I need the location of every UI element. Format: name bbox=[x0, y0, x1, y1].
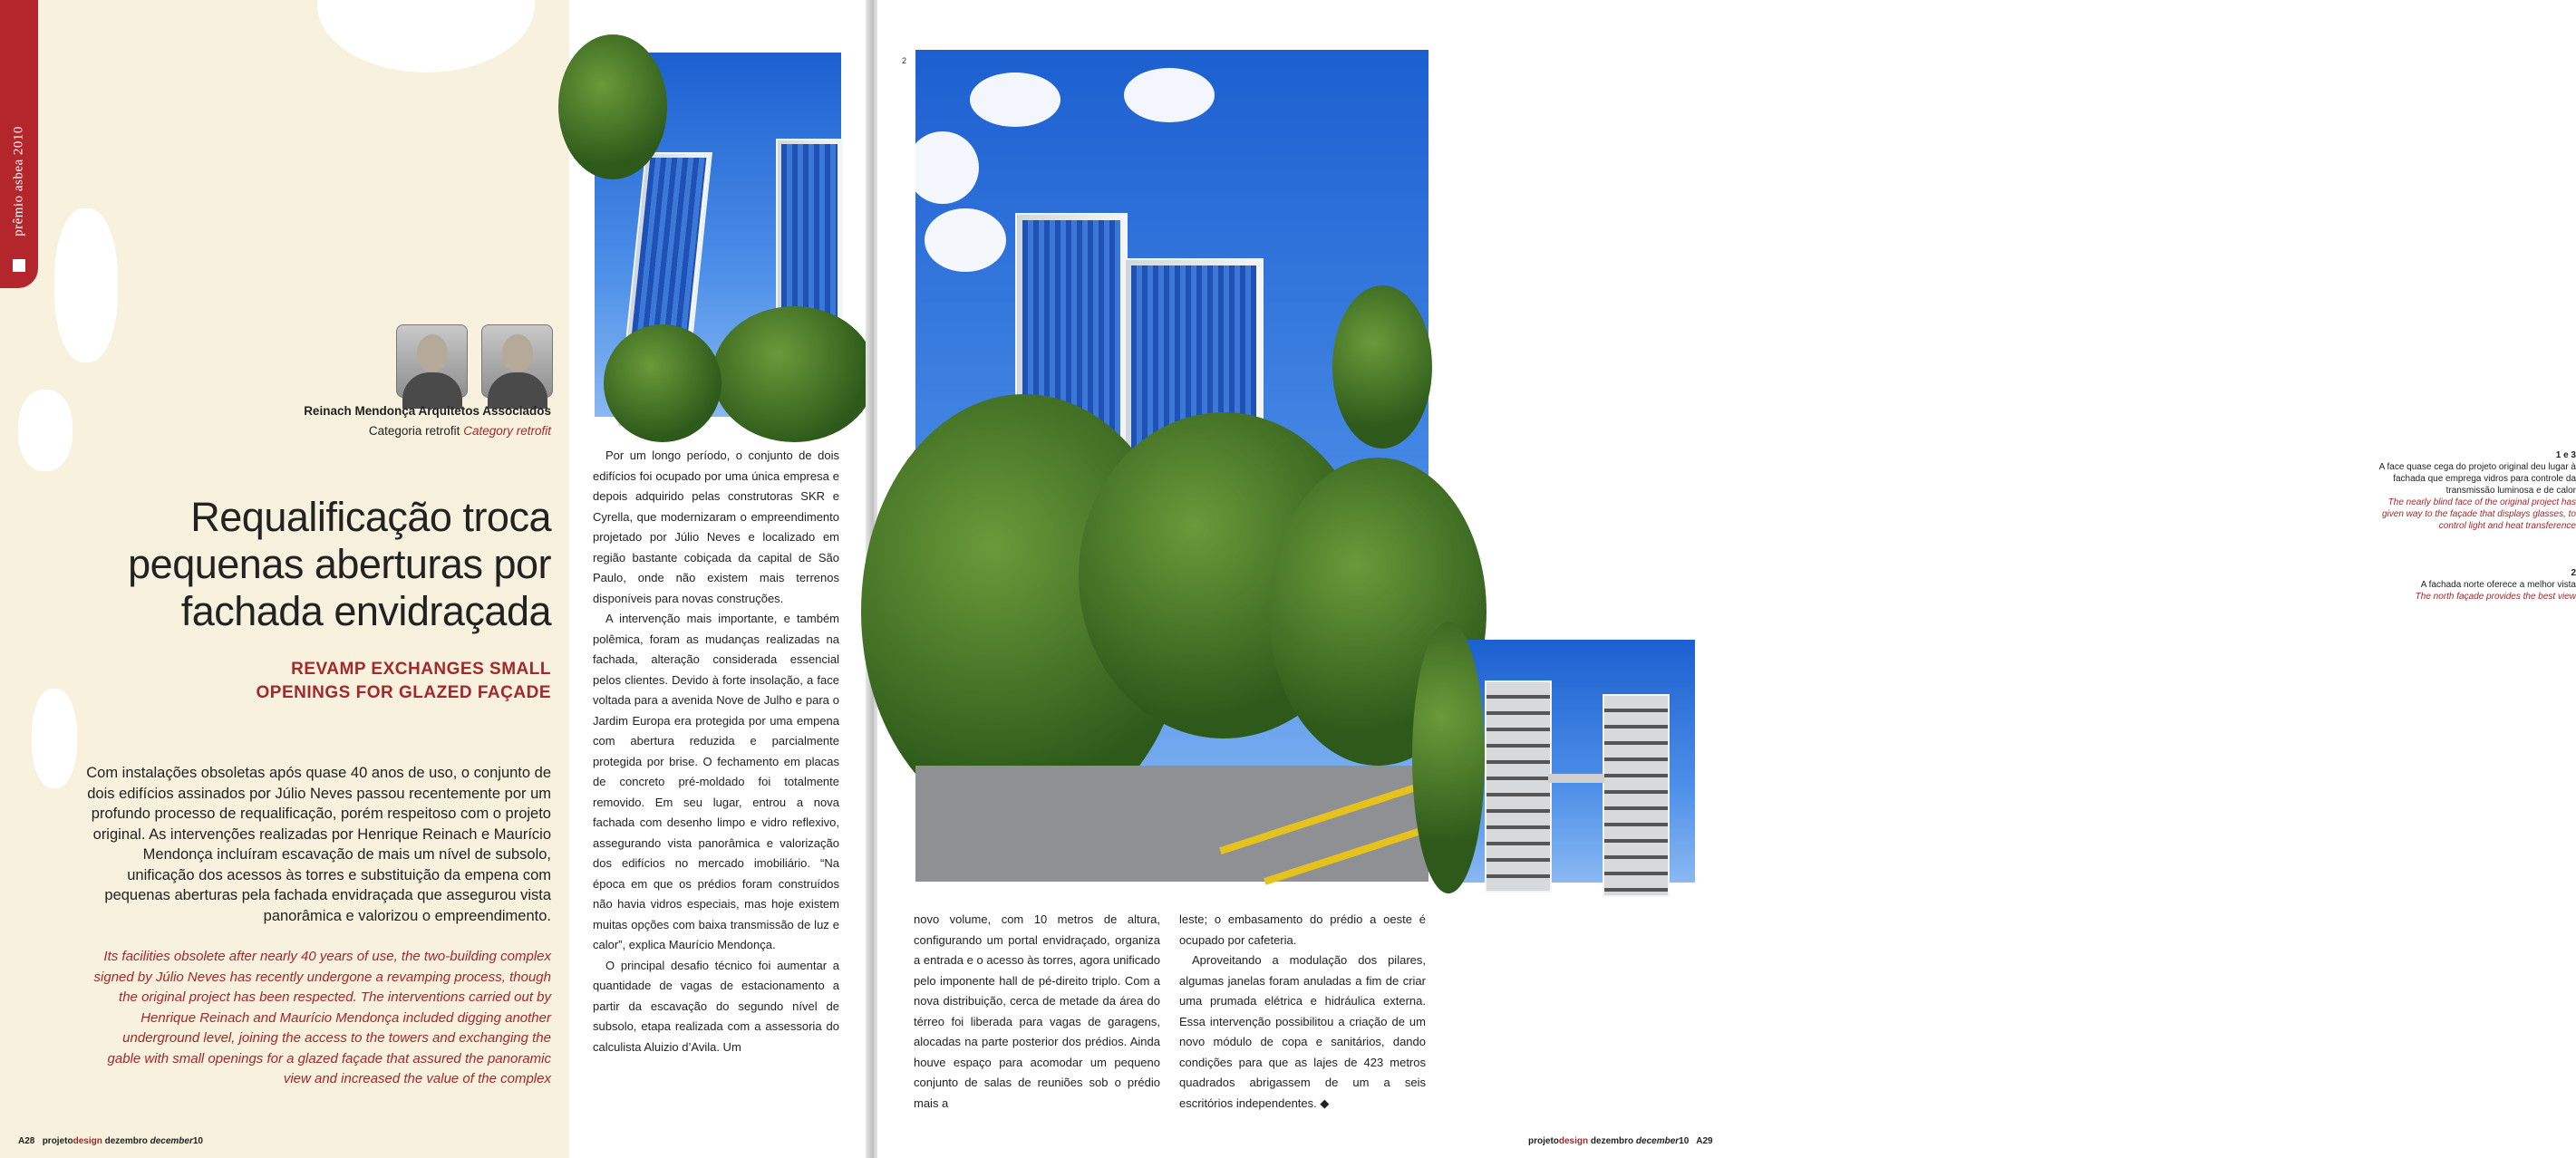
decorative-shape bbox=[18, 390, 73, 471]
section-tab bbox=[0, 0, 38, 288]
headline bbox=[128, 494, 551, 635]
architect-portrait bbox=[396, 324, 468, 398]
subhead-line: REVAMP EXCHANGES SMALL bbox=[291, 660, 551, 679]
category-line bbox=[369, 424, 551, 438]
caption-text-en: The nearly blind face of the original project has given way to the façade that displays glasses, to control light and heat transference bbox=[2381, 497, 2576, 531]
headline-line: pequenas aberturas por bbox=[128, 541, 551, 587]
body-paragraph: novo volume, com 10 metros de altura, configurando um portal envidraçado, organiza a entrada e o acesso às torres, agora unificado pelo imponente hall de pé-direito triplo. Com a nova distribuição, cerca de metade da área do térreo foi liberada para vagas de garagens, alocadas na parte posterior dos prédios. Ainda houve espaço para acomodar um pequeno conjunto de salas de reuniões sob o prédio mais a bbox=[914, 912, 1160, 1110]
body-column-3 bbox=[1179, 910, 1426, 1114]
category-en: Category retrofit bbox=[463, 424, 551, 438]
caption-text-pt: A fachada norte oferece a melhor vista bbox=[2420, 580, 2576, 590]
photo-towers-3 bbox=[1448, 640, 1695, 883]
left-page bbox=[0, 0, 870, 1158]
headline-line: Requalificação troca bbox=[190, 494, 551, 540]
folio-left: A28 projetodesign dezembro december10 bbox=[18, 1136, 203, 1146]
category-pt: Categoria retrofit bbox=[368, 424, 460, 438]
photo-number: 2 bbox=[902, 56, 907, 65]
architect-portrait bbox=[481, 324, 553, 398]
body-paragraph: A intervenção mais importante, e também polêmica, foram as mudanças realizadas na fachada, alteração considerada essencial pelos clientes. Devido à forte insolação, a face voltada para a avenida Nove de Julho e para o Jardim Europa era protegida por uma empena com abertura reduzida e parcialmente protegida por brise. O fechamento em placas de concreto pré-moldado foi totalmente removido. Em seu lugar, entrou a nova fachada com desenho limpo e vidro reflexivo, assegurando vista panorâmica e valorização dos edifícios no mercado imobiliário. “Na época em que os prédios foram construídos não havia vidros especiais, mas hoje existem muitas opções com baixa transmissão de luz e calor”, explica Maurício Mendonça. bbox=[593, 612, 839, 951]
folio-page-number: A29 bbox=[1696, 1136, 1713, 1146]
photo-towers-2 bbox=[915, 50, 1428, 882]
decorative-shape bbox=[32, 689, 77, 788]
headline-line: fachada envidraçada bbox=[180, 588, 551, 634]
caption-1-3 bbox=[2375, 449, 2576, 532]
folio-page-number: A28 bbox=[18, 1136, 35, 1146]
body-paragraph: O principal desafio técnico foi aumentar a quantidade de vagas de estacionamento a partir da escavação do segundo nível de subsolo, etapa realizada com a assessoria do calculista Aluizio d’Avila. Um bbox=[593, 958, 839, 1054]
body-paragraph: leste; o embasamento do prédio a oeste é ocupado por cafeteria. bbox=[1179, 912, 1426, 947]
lead-paragraph-en: Its facilities obsolete after nearly 40 years of use, the two-building complex signed by Júlio Neves has recently undergone a revamping process, though the original project has been respected. The interventions carried out by Henrique Reinach and Maurício Mendonça included digging another underground level, joining the access to the towers and exchanging the gable with small openings for a glazed façade that assured the panoramic view and increased the value of the complex bbox=[93, 949, 551, 1086]
body-column-1 bbox=[593, 446, 839, 1057]
lead-paragraph-pt: Com instalações obsoletas após quase 40 anos de uso, o conjunto de dois edifícios assinados por Júlio Neves passou recentemente por um profundo processo de requalificação, porém respeitoso com o projeto original. As intervenções realizadas por Henrique Reinach e Maurício Mendonça incluíram escavação de mais um nível de subsolo, unificação dos acessos às torres e substituição da empena com pequenas aberturas pela fachada envidraçada que assegurou vista panorâmica e valorizou o empreendimento. bbox=[86, 765, 551, 924]
caption-2 bbox=[2375, 567, 2576, 603]
firm-name: Reinach Mendonça Arquitetos Associados bbox=[304, 404, 551, 418]
body-paragraph: Por um longo período, o conjunto de dois edifícios foi ocupado por uma única empresa e depois adquirido pelas construtoras SKR e Cyrella, que modernizaram o empreendimento projetado por Júlio Neves e localizado em região bastante cobiçada da capital de São Paulo, onde não existem mais terrenos disponíveis para novas construções. bbox=[593, 449, 839, 605]
body-paragraph: Aproveitando a modulação dos pilares, algumas janelas foram anuladas a fim de criar uma prumada elétrica e hidráulica externa. Essa intervenção possibilitou a criação de um novo módulo de copa e sanitários, dando condições para que as lajes de 423 metros quadrados abrigassem de um a seis escritórios independentes. ◆ bbox=[1179, 953, 1426, 1110]
caption-text-pt: A face quase cega do projeto original deu lugar à fachada que emprega vidros para controle da transmissão luminosa e de calor bbox=[2378, 462, 2576, 496]
square-icon bbox=[13, 259, 25, 272]
section-tab-label: prêmio asbea 2010 bbox=[11, 126, 26, 236]
right-page bbox=[877, 0, 2576, 1158]
photo-towers-1 bbox=[595, 53, 841, 417]
caption-number: 2 bbox=[2571, 568, 2576, 578]
body-column-2 bbox=[914, 910, 1160, 1114]
folio-right: projetodesign dezembro december10 A29 bbox=[1528, 1136, 1713, 1146]
subhead-line: OPENINGS FOR GLAZED FAÇADE bbox=[256, 683, 551, 702]
caption-text-en: The north façade provides the best view bbox=[2415, 592, 2576, 602]
subheadline bbox=[257, 658, 551, 705]
decorative-shape bbox=[54, 208, 118, 362]
caption-number: 1 e 3 bbox=[2555, 450, 2576, 460]
